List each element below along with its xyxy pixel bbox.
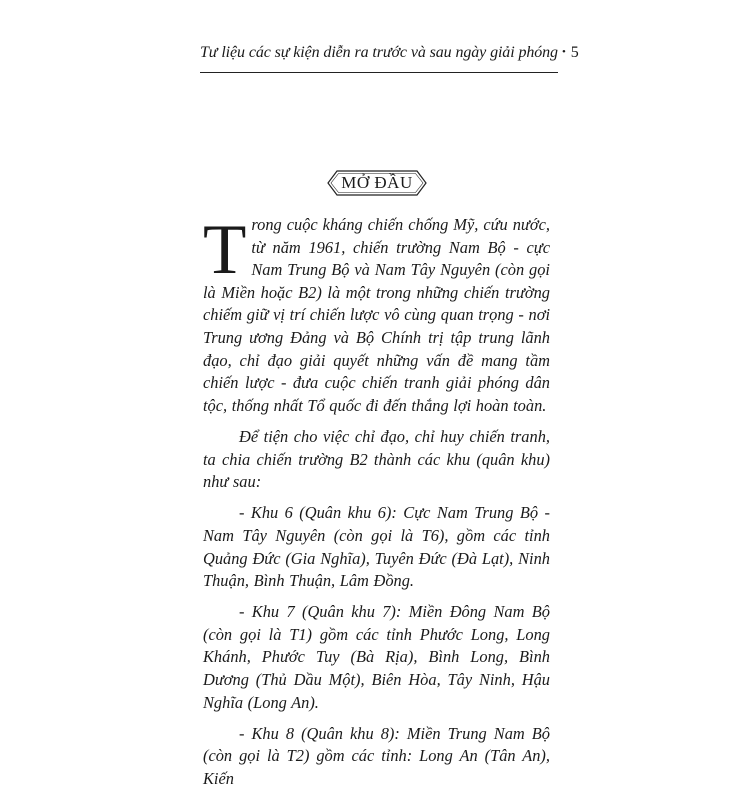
chapter-title-box <box>327 170 427 196</box>
running-header <box>200 44 579 62</box>
paragraph-3: - Khu 6 (Quân khu 6): Cực Nam Trung Bộ - Nam Tây Nguyên (còn gọi là T6), gồm các tỉnh Quảng Đức (Gia Nghĩa), Tuyên Đức (Đà Lạt), Ninh Thuận, Bình Thuận, Lâm Đồng. <box>203 503 550 591</box>
paragraph-2: Để tiện cho việc chỉ đạo, chỉ huy chiến tranh, ta chia chiến trường B2 thành các khu (quân khu) như sau: <box>203 426 550 492</box>
chapter-title: MỞ ĐẦU <box>341 173 413 192</box>
paragraph-1-text: rong cuộc kháng chiến chống Mỹ, cứu nước, từ năm 1961, chiến trường Nam Bộ - cực Nam Trung Bộ và Nam Tây Nguyên (còn gọi là Miền hoặc B2) là một trong những chiến trường chiếm giữ vị trí chiến lược vô cùng quan trọng - nơi Trung ương Đảng và Bộ Chính trị tập trung lãnh đạo, chỉ đạo giải quyết những vấn đề mang tầm chiến lược - đưa cuộc chiến tranh giải phóng dân tộc, thống nhất Tổ quốc đi đến thắng lợi hoàn toàn. <box>203 215 550 415</box>
paragraph-1 <box>203 211 550 417</box>
header-bullet: • <box>561 46 566 58</box>
body-text <box>203 211 550 799</box>
page-number: 5 <box>570 44 579 61</box>
paragraph-4: - Khu 7 (Quân khu 7): Miền Đông Nam Bộ (còn gọi là T1) gồm các tỉnh Phước Long, Long Khánh, Phước Tuy (Bà Rịa), Bình Long, Bình Dương (Thủ Dầu Một), Biên Hòa, Tây Ninh, Hậu Nghĩa (Long An). <box>203 602 550 712</box>
header-rule <box>200 72 558 73</box>
header-title: Tư liệu các sự kiện diễn ra trước và sau ngày giải phóng <box>200 44 558 61</box>
paragraph-5: - Khu 8 (Quân khu 8): Miền Trung Nam Bộ (còn gọi là T2) gồm các tỉnh: Long An (Tân An), Kiến <box>203 723 550 789</box>
drop-cap: T <box>203 211 247 289</box>
